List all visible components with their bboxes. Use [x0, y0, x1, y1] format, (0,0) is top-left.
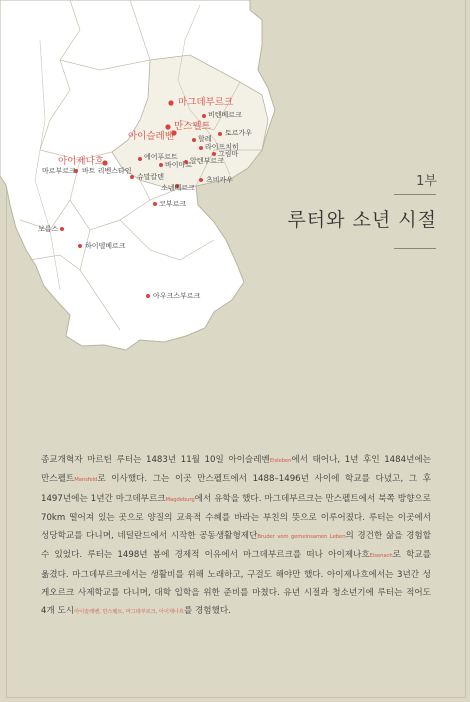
gloss-brethren: Bruder vom gemeinsamen Leben — [257, 534, 346, 541]
title-rule-top — [394, 194, 436, 195]
city-label-torgau: 토르가우 — [225, 129, 253, 137]
dot-zwickau — [199, 178, 203, 182]
gloss-mansfeld: Mansfeld — [74, 477, 98, 484]
body-text-2: 에서 태어나, 1년 후인 1484년에는 만스펠트 — [41, 455, 431, 485]
dot-grimma — [212, 152, 216, 156]
body-paragraph — [41, 451, 431, 622]
city-label-sonneberg: 소넨베르크 — [161, 184, 195, 192]
city-label-bad-liebenstein: 바트 리벤스타인 — [82, 167, 132, 175]
dot-heidelberg — [78, 244, 82, 248]
city-label-magdeburg: 마그데부르크 — [178, 97, 234, 108]
dot-coburg — [153, 202, 157, 206]
dot-worms — [60, 227, 64, 231]
body-text-3: 로 이사했다. 그는 이곳 만스펠트에서 1488–1496년 사이에 학교를 다녔고, 그 후 1497년에는 1년간 마그데부르크 — [41, 474, 431, 504]
dot-mansfeld — [165, 124, 170, 129]
city-label-marburg: 마르부르크 — [42, 167, 76, 175]
city-label-wittenberg: 비텐베르크 — [208, 111, 242, 119]
city-label-grimma: 그림마 — [218, 150, 239, 158]
city-label-worms: 보름스 — [38, 225, 59, 233]
city-label-mansfeld: 만스펠트 — [174, 121, 211, 132]
city-label-zwickau: 츠비카우 — [206, 176, 234, 184]
city-label-weimar: 바이마르 — [165, 161, 193, 169]
city-label-schmalkalden: 슈말칼덴 — [137, 173, 165, 181]
city-label-halle: 할레 — [198, 135, 212, 143]
body-text-4: 에서 유학을 했다. 마그데부르크는 만스펠트에서 북쪽 방향으로 70km 떨어져 있는 곳으로 양질의 교육적 수혜를 바라는 부친의 뜻으로 이루어졌다. 루터는 이곳에서 성당학교를 다니며, 네덜란드에서 시작한 공동생활형제단 — [41, 493, 431, 542]
gloss-eisenach: Eisenach — [369, 553, 393, 560]
dot-erfurt — [138, 157, 142, 161]
title-rule-bottom — [394, 248, 436, 249]
dot-weimar — [159, 163, 163, 167]
chapter-title: 루터와 소년 시절 — [287, 209, 437, 231]
body-text-1: 종교개혁자 마르틴 루터는 1483년 11월 10일 아이슬레벤 — [41, 455, 270, 465]
gloss-four-cities: 아이슬레벤, 만스펠트, 마그데부르크, 아이제나흐 — [74, 609, 184, 616]
city-label-erfurt: 에어푸르트 — [144, 153, 178, 161]
dot-magdeburg — [168, 100, 173, 105]
city-label-eisenach: 아이제나흐 — [58, 156, 104, 167]
city-label-coburg: 코부르크 — [159, 200, 187, 208]
dot-leipzig — [199, 146, 203, 150]
dot-wittenberg — [202, 114, 206, 118]
body-text-6: 로 학교를 옮겼다. 마그데부르크에서는 생활비를 위해 노래하고, 구걸도 해야만 했다. 아이제나흐에서는 3년간 성 게오르크 사제학교를 다니며, 대학 입학을 위한 준비를 마쳤다. 유년 시절과 청소년기에 루터는 적어도 4개 도시 — [41, 550, 431, 617]
part-label: 1부 — [416, 174, 437, 189]
body-text-7: 를 경험했다. — [183, 606, 231, 617]
dot-torgau — [218, 132, 222, 136]
city-label-augsburg: 아우크스부르크 — [153, 292, 201, 300]
germany-map — [0, 0, 310, 360]
body-text-5: 의 경건한 삶을 경험할 수 있었다. 루터는 1498년 봄에 경제적 이유에서 마그데부르크를 떠나 아이제나흐 — [41, 531, 431, 561]
gloss-eisleben: Eisleben — [269, 458, 292, 464]
city-label-heidelberg: 하이델베르크 — [85, 242, 126, 250]
dot-halle — [192, 138, 196, 142]
gloss-magdeburg: Magdeburg — [165, 496, 195, 503]
city-label-leipzig: 라이프치히 — [205, 143, 239, 151]
dot-augsburg — [146, 294, 150, 298]
city-label-altenburg: 알텐부르크 — [190, 157, 224, 165]
city-label-eisleben: 아이슬레벤 — [128, 131, 174, 142]
